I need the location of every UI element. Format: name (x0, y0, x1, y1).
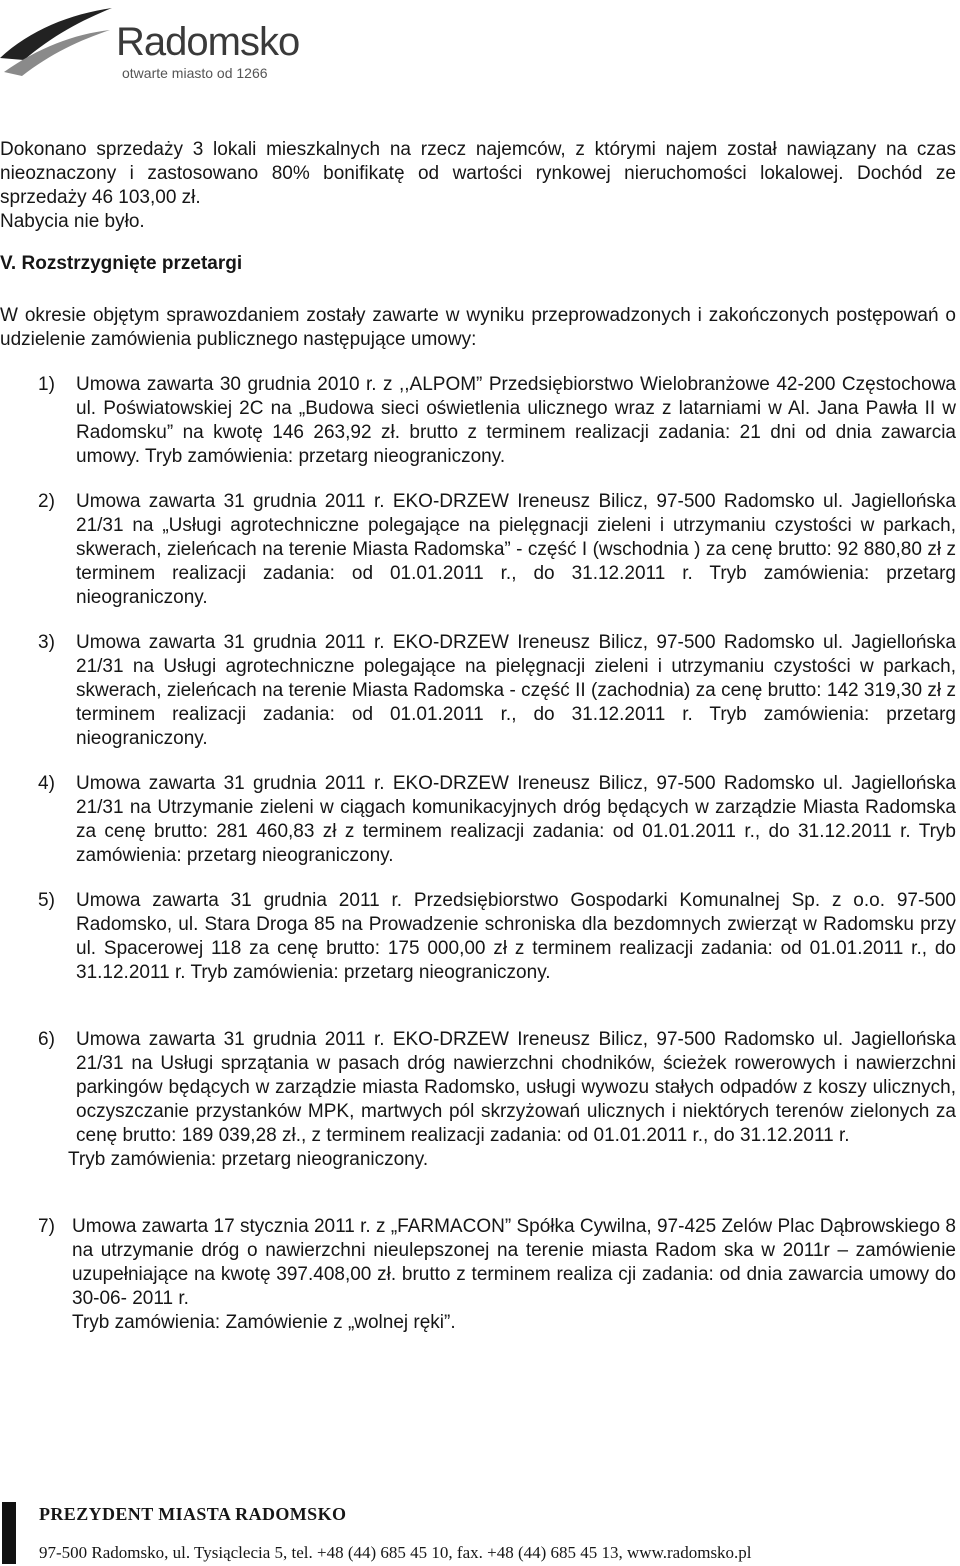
contract-item (0, 373, 956, 469)
purchase-line: Nabycia nie było. (0, 211, 145, 232)
footer-website[interactable]: www.radomsko.pl (627, 1543, 752, 1562)
section-heading: V. Rozstrzygnięte przetargi (0, 253, 243, 274)
contract-text: Umowa zawarta 17 stycznia 2011 r. z „FARMACON” Spółka Cywilna, 97-425 Zelów Plac Dąbrowskiego 8 na utrzymanie dróg o nawierzchni nieulepszonej na terenie miasta Radom ska w 2011r – zamówienie uzupełniające na kwotę 397.408,00 zł. brutto z terminem realiza cji zadania: od dnia zawarcia umowy do 30-06- 2011 r. (72, 1216, 956, 1309)
contract-text: Umowa zawarta 31 grudnia 2011 r. EKO-DRZEW Ireneusz Bilicz, 97-500 Radomsko ul. Jagiellońska 21/31 na „Usługi agrotechniczne polegające na pielęgnacji zieleni i utrzymaniu czystości w parkach, skwerach, zieleńcach na terenie Miasta Radomska” - część I (wschodnia ) za cenę brutto: 92 880,80 zł z terminem realizacji zadania: od 01.01.2011 r., do 31.12.2011 r. Tryb zamówienia: przetarg nieograniczony. (76, 491, 956, 608)
contract-number: 7) (38, 1216, 55, 1237)
city-logo (0, 0, 310, 88)
contract-text: Umowa zawarta 31 grudnia 2011 r. EKO-DRZEW Ireneusz Bilicz, 97-500 Radomsko ul. Jagiellońska 21/31 na Usługi sprzątania w pasach dróg nawierzchni chodników, ścieżek rowerowych i nawierzchni parkingów będących w zarządzie miasta Radomsko, usługi wywozu stałych odpadów z koszy ulicznych, oczyszczanie przystanków MPK, martwych pól skrzyżowań ulicznych i niektórych terenów zielonych za cenę brutto: 189 039,28 zł., z terminem realizacji zadania: od 01.01.2011 r., do 31.12.2011 r. (76, 1029, 956, 1146)
document-body (0, 138, 956, 1335)
contract-item (0, 772, 956, 868)
contract-number: 4) (38, 773, 55, 794)
contract-item (0, 490, 956, 610)
section-intro: W okresie objętym sprawozdaniem zostały zawarte w wyniku przeprowadzonych i zakończonych postępowań o udzielenie zamówienia publicznego następujące umowy: (0, 305, 956, 350)
logo-tagline: otwarte miasto od 1266 (122, 65, 268, 81)
contract-number: 6) (38, 1029, 55, 1050)
contract-number: 3) (38, 632, 55, 653)
footer-bar (2, 1502, 16, 1564)
footer-address-line (39, 1543, 752, 1563)
logo-name: Radomsko (116, 20, 300, 64)
contract-item (0, 889, 956, 985)
contract-mode: Tryb zamówienia: przetarg nieograniczony. (68, 1149, 429, 1170)
logo-swoosh-icon (0, 0, 120, 88)
footer-address: 97-500 Radomsko, ul. Tysiąclecia 5, tel. +48 (44) 685 45 10, fax. +48 (44) 685 45 13, (39, 1543, 623, 1562)
contract-item (0, 1215, 956, 1335)
contract-number: 1) (38, 374, 55, 395)
contract-item (0, 1028, 956, 1172)
contract-text: Umowa zawarta 31 grudnia 2011 r. Przedsiębiorstwo Gospodarki Komunalnej Sp. z o.o. 97-500 Radomsko, ul. Stara Droga 85 na Prowadzenie schroniska dla bezdomnych zwierząt w Radomsku przy ul. Spacerowej 118 za cenę brutto: 175 000,00 zł z terminem realizacji zadania: od 01.01.2011 r., do 31.12.2011 r. Tryb zamówienia: przetarg nieograniczony. (76, 890, 956, 983)
contract-text: Umowa zawarta 31 grudnia 2011 r. EKO-DRZEW Ireneusz Bilicz, 97-500 Radomsko ul. Jagiellońska 21/31 na Usługi agrotechniczne polegające na pielęgnacji zieleni i utrzymaniu czystości w parkach, skwerach, zieleńcach na terenie Miasta Radomska - część II (zachodnia) za cenę brutto: 142 319,30 zł z terminem realizacji zadania: od 01.01.2011 r., do 31.12.2011 r. Tryb zamówienia: przetarg nieograniczony. (76, 632, 956, 749)
footer-title: PREZYDENT MIASTA RADOMSKO (39, 1504, 347, 1524)
sale-paragraph: Dokonano sprzedaży 3 lokali mieszkalnych na rzecz najemców, z którymi najem został nawiązany na czas nieoznaczony i zastosowano 80% bonifikatę od wartości rynkowej nieruchomości lokalowej. Dochód ze sprzedaży 46 103,00 zł. (0, 139, 956, 208)
contract-number: 2) (38, 491, 55, 512)
contract-text: Umowa zawarta 31 grudnia 2011 r. EKO-DRZEW Ireneusz Bilicz, 97-500 Radomsko ul. Jagiellońska 21/31 na Utrzymanie zieleni w ciągach komunikacyjnych dróg będących w zarządzie Miasta Radomska za cenę brutto: 281 460,83 zł z terminem realizacji zadania: od 01.01.2011 r., do 31.12.2011 r. Tryb zamówienia: przetarg nieograniczony. (76, 773, 956, 866)
contract-mode: Tryb zamówienia: Zamówienie z „wolnej ręki”. (72, 1312, 456, 1333)
contract-item (0, 631, 956, 751)
contract-text: Umowa zawarta 30 grudnia 2010 r. z ,,ALPOM” Przedsiębiorstwo Wielobranżowe 42-200 Częstochowa ul. Poświatowskiej 2C na „Budowa sieci oświetlenia ulicznego wraz z latarniami w Al. Jana Pawła II w Radomsku” na kwotę 146 263,92 zł. brutto z terminem realizacji zadania: 21 dni od dnia zawarcia umowy. Tryb zamówienia: przetarg nieograniczony. (76, 374, 956, 467)
contract-number: 5) (38, 890, 55, 911)
